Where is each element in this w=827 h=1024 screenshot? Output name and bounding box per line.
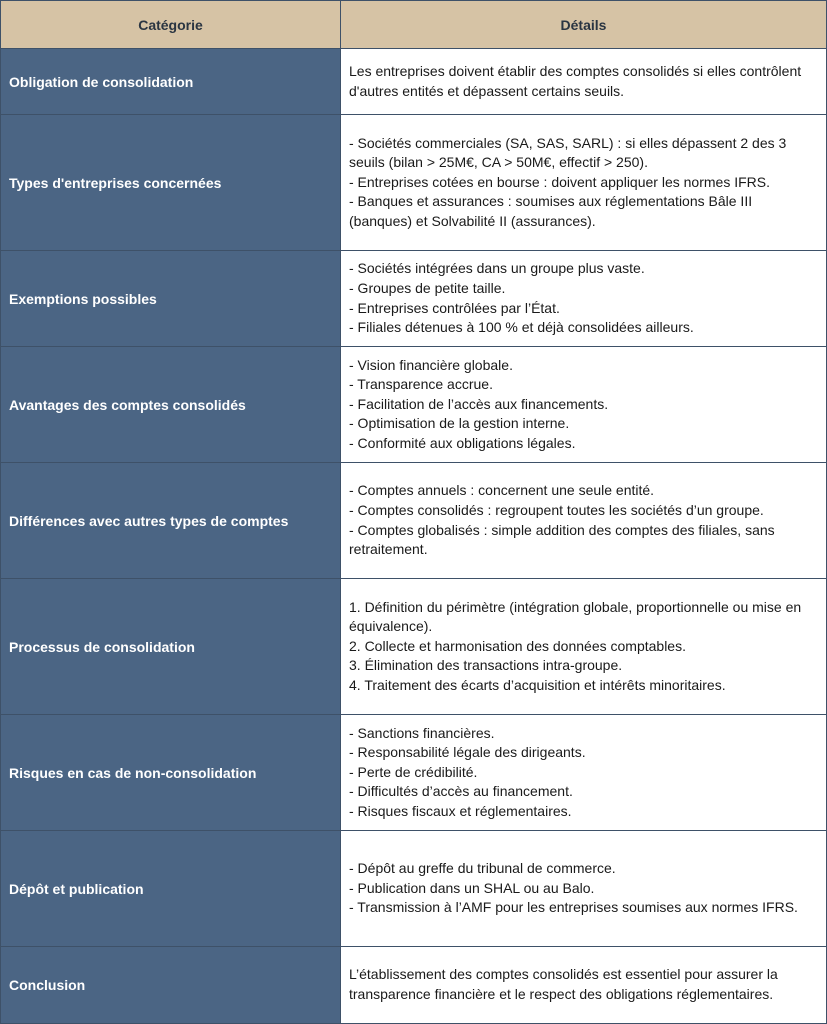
table-row — [1, 579, 826, 715]
details-line: - Comptes globalisés : simple addition des comptes des filiales, sans retraitement. — [349, 521, 775, 558]
details-line: - Groupes de petite taille. — [349, 279, 506, 296]
details-line: - Banques et assurances : soumises aux réglementations Bâle III (banques) et Solvabilité II (assurances). — [349, 193, 753, 229]
row-details — [341, 49, 826, 114]
row-details — [341, 251, 826, 346]
details-lines — [349, 598, 814, 696]
details-line: - Sociétés commerciales (SA, SAS, SARL) : si elles dépassent 2 des 3 seuils (bilan > 25M€, CA > 50M€, effectif > 250). — [349, 134, 787, 171]
details-line: - Sociétés intégrées dans un groupe plus vaste. — [349, 260, 645, 277]
header-category: Catégorie — [1, 1, 341, 48]
details-line: - Comptes annuels : concernent une seule entité. — [349, 482, 655, 499]
details-lines — [349, 965, 814, 1004]
row-category: Exemptions possibles — [1, 251, 341, 346]
details-lines — [349, 259, 694, 337]
details-line: - Responsabilité légale des dirigeants. — [349, 744, 586, 761]
details-line: - Transmission à l’AMF pour les entreprises soumises aux normes IFRS. — [349, 899, 798, 916]
details-lines — [349, 62, 814, 101]
details-line: 3. Élimination des transactions intra-groupe. — [349, 657, 623, 674]
row-details — [341, 831, 826, 946]
details-line: - Comptes consolidés : regroupent toutes les sociétés d’un groupe. — [349, 501, 764, 518]
details-lines — [349, 134, 814, 232]
table-row — [1, 251, 826, 347]
details-line: L’établissement des comptes consolidés est essentiel pour assurer la transparence financière et le respect des obligations réglementaires. — [349, 966, 778, 1002]
details-lines — [349, 356, 608, 454]
details-line: - Facilitation de l’accès aux financements. — [349, 395, 609, 412]
table-row — [1, 463, 826, 579]
row-category: Obligation de consolidation — [1, 49, 341, 114]
header-details: Détails — [560, 16, 607, 33]
table-header-row — [1, 1, 826, 49]
details-line: - Dépôt au greffe du tribunal de commerce. — [349, 860, 616, 877]
row-category: Avantages des comptes consolidés — [1, 347, 341, 462]
table-row — [1, 715, 826, 831]
table-row — [1, 49, 826, 115]
row-category: Conclusion — [1, 947, 341, 1023]
row-details — [341, 463, 826, 578]
row-category: Processus de consolidation — [1, 579, 341, 714]
details-line: - Optimisation de la gestion interne. — [349, 415, 570, 432]
row-category: Différences avec autres types de comptes — [1, 463, 341, 578]
table-row — [1, 831, 826, 947]
row-details — [341, 947, 826, 1023]
details-line: - Conformité aux obligations légales. — [349, 434, 576, 451]
details-line: - Transparence accrue. — [349, 376, 493, 393]
details-line: 4. Traitement des écarts d’acquisition et intérêts minoritaires. — [349, 676, 726, 693]
details-lines — [349, 859, 798, 918]
details-line: - Vision financière globale. — [349, 356, 513, 373]
details-lines — [349, 724, 586, 822]
details-line: - Risques fiscaux et réglementaires. — [349, 802, 572, 819]
details-line: - Perte de crédibilité. — [349, 763, 478, 780]
details-line: 2. Collecte et harmonisation des données comptables. — [349, 637, 686, 654]
details-line: Les entreprises doivent établir des comptes consolidés si elles contrôlent d'autres entités et dépassent certains seuils. — [349, 62, 802, 99]
row-category: Risques en cas de non-consolidation — [1, 715, 341, 830]
row-details — [341, 347, 826, 462]
details-line: - Difficultés d’accès au financement. — [349, 783, 573, 800]
details-line: - Publication dans un SHAL ou au Balo. — [349, 879, 595, 896]
row-details — [341, 715, 826, 830]
table-row — [1, 115, 826, 251]
row-category: Types d'entreprises concernées — [1, 115, 341, 250]
row-category: Dépôt et publication — [1, 831, 341, 946]
details-line: - Sanctions financières. — [349, 724, 495, 741]
details-line: 1. Définition du périmètre (intégration globale, proportionnelle ou mise en équivalence). — [349, 598, 802, 635]
row-details — [341, 115, 826, 250]
row-details — [341, 579, 826, 714]
details-line: - Entreprises contrôlées par l’État. — [349, 299, 560, 316]
details-lines — [349, 481, 814, 559]
table-row — [1, 347, 826, 463]
details-line: - Filiales détenues à 100 % et déjà consolidées ailleurs. — [349, 319, 694, 336]
details-line: - Entreprises cotées en bourse : doivent appliquer les normes IFRS. — [349, 173, 770, 190]
table-row — [1, 947, 826, 1023]
